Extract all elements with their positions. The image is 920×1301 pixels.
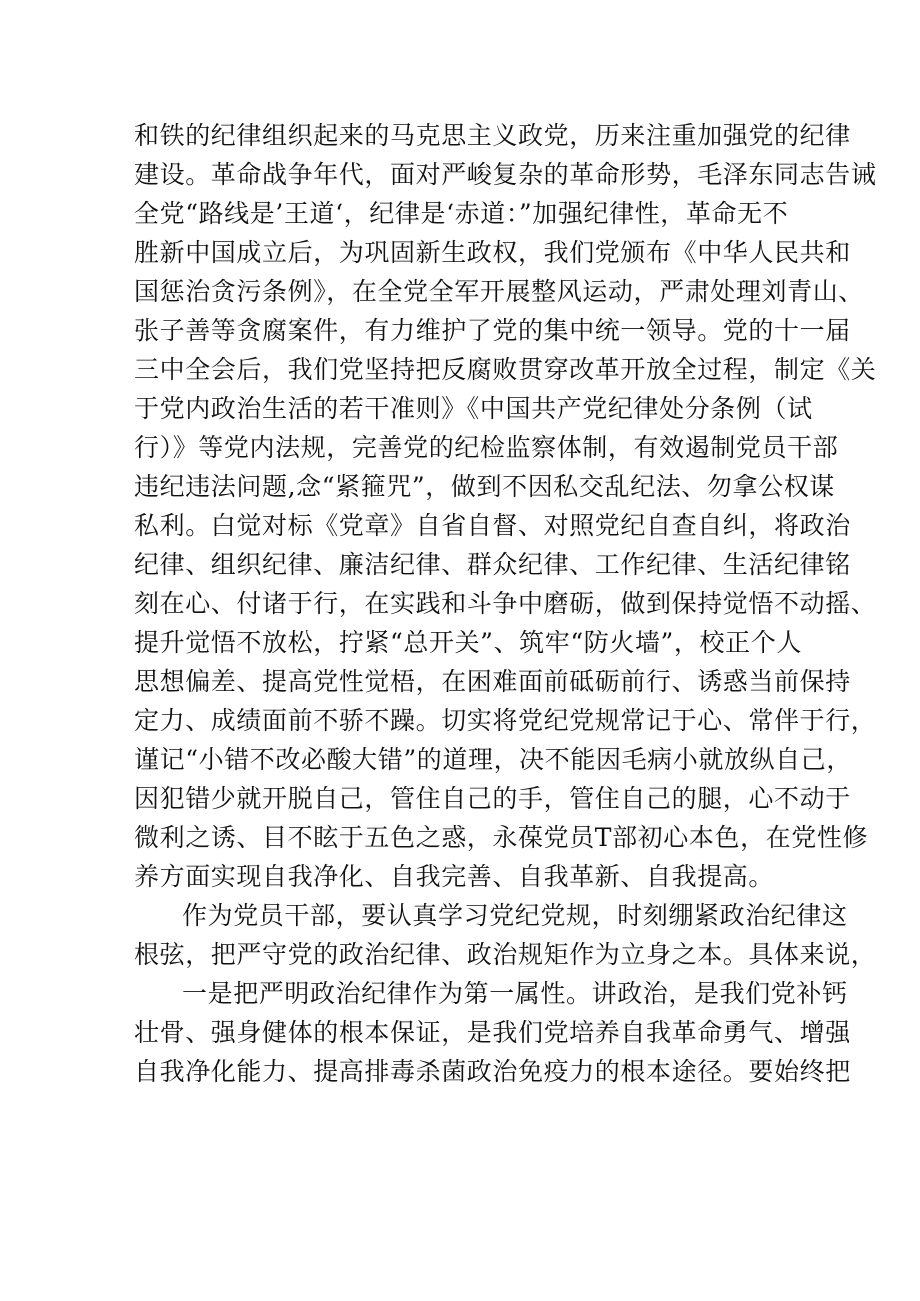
text-line-7: 三中全会后，我们党坚持把反腐败贯穿改革开放全过程，制定《关 bbox=[134, 355, 877, 384]
text-line-13: 刻在心、付诸于行，在实践和斗争中磨砺，做到保持觉悟不动摇、 bbox=[134, 589, 877, 618]
text-line-19: 微利之诱、目不眩于五色之惑，永葆党员T部初心本色，在党性修 bbox=[134, 823, 869, 852]
text-line-16: 定力、成绩面前不骄不躁。切实将党纪党规常记于心、常伴于行， bbox=[134, 706, 877, 735]
text-line-18: 因犯错少就开脱自己，管住自己的手，管住自己的腿，心不动于 bbox=[134, 784, 851, 813]
text-line-10: 违纪违法问题,念“紧箍咒”，做到不因私交乱纪法、勿拿公权谋 bbox=[134, 472, 835, 501]
text-line-20: 养方面实现自我净化、自我完善、自我革新、自我提高。 bbox=[134, 862, 775, 891]
text-line-2: 建设。革命战争年代，面对严峻复杂的革命形势，毛泽东同志告诫 bbox=[134, 160, 877, 189]
text-line-14: 提升觉悟不放松，拧紧“总开关”、筑牢“防火墙”，校正个人 bbox=[134, 628, 802, 657]
text-line-23: 一是把严明政治纪律作为第一属性。讲政治，是我们党补钙 bbox=[182, 979, 848, 1008]
text-line-8: 于党内政治生活的若干准则》《中国共产党纪律处分条例（试 bbox=[134, 394, 813, 423]
text-line-5: 国惩治贪污条例》，在全党全军开展整风运动，严肃处理刘青山、 bbox=[134, 277, 864, 306]
text-line-22: 根弦，把严守党的政治纪律、政治规矩作为立身之本。具体来说， bbox=[134, 940, 877, 969]
text-line-25: 自我净化能力、提高排毒杀菌政治免疫力的根本途径。要始终把 bbox=[134, 1057, 851, 1086]
text-line-4: 胜新中国成立后，为巩固新生政权，我们党颁布《中华人民共和 bbox=[134, 238, 851, 267]
text-line-12: 纪律、组织纪律、廉洁纪律、群众纪律、工作纪律、生活纪律铭 bbox=[134, 550, 851, 579]
text-line-6: 张子善等贪腐案件，有力维护了党的集中统一领导。党的十一届 bbox=[134, 316, 851, 345]
text-line-1: 和铁的纪律组织起来的马克思主义政党，历来注重加强党的纪律 bbox=[134, 121, 851, 150]
text-line-9: 行）》等党内法规，完善党的纪检监察体制，有效遏制党员干部 bbox=[134, 433, 839, 462]
text-line-21: 作为党员干部，要认真学习党纪党规，时刻绷紧政治纪律这 bbox=[182, 901, 848, 930]
text-line-17: 谨记“小错不改必酸大错”的道理，决不能因毛病小就放纵自己， bbox=[134, 745, 852, 774]
text-line-11: 私利。白觉对标《党章》自省自督、对照党纪自查自纠，将政治 bbox=[134, 511, 851, 540]
text-line-15: 思想偏差、提高党性觉梧，在困难面前砥砺前行、诱惑当前保持 bbox=[134, 667, 851, 696]
text-line-24: 壮骨、强身健体的根本保证，是我们党培养自我革命勇气、增强 bbox=[134, 1018, 851, 1047]
text-line-3: 全党“路线是’王道‘，纪律是‘赤道：”加强纪律性，革命无不 bbox=[134, 199, 789, 228]
